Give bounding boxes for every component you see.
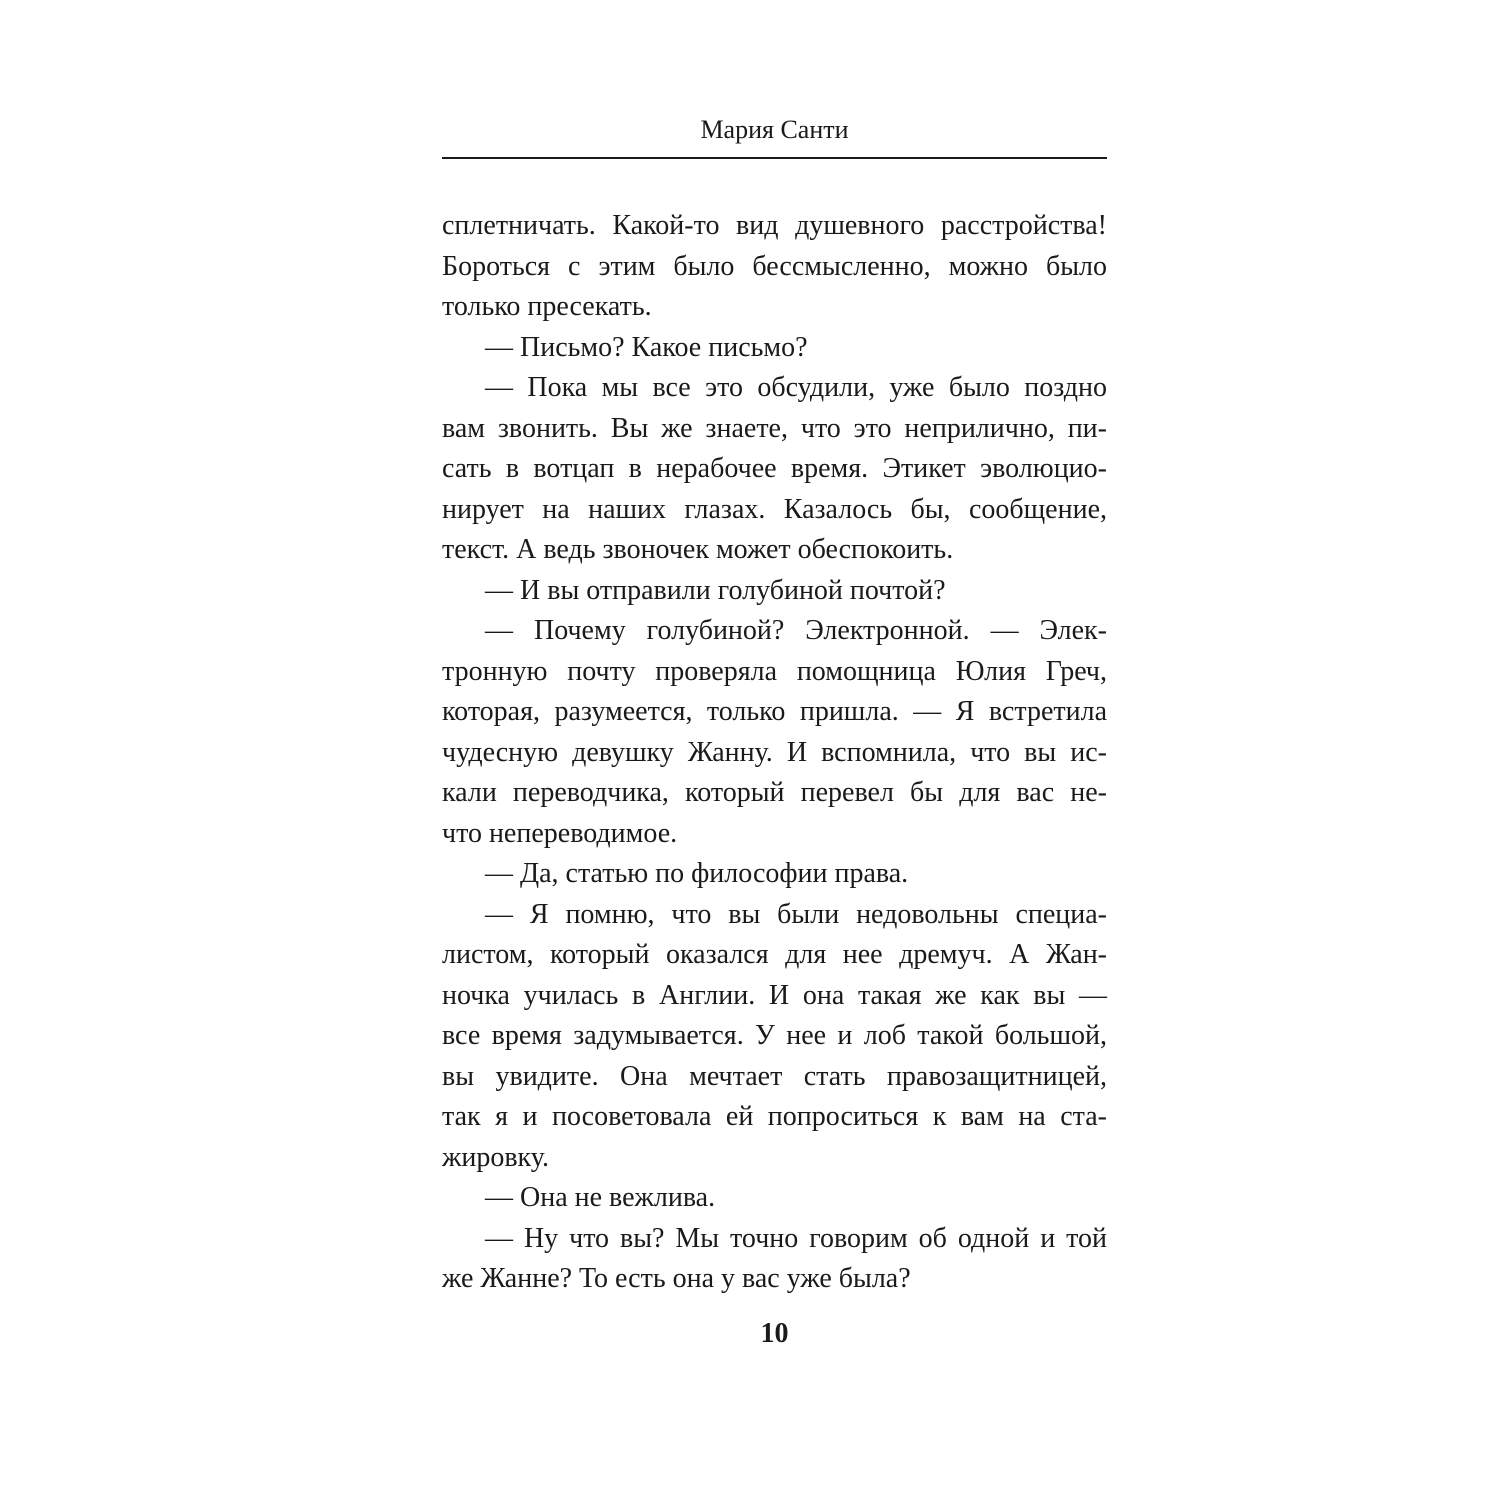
text-line: же Жанне? То есть она у вас уже была? [442, 1263, 911, 1294]
text-line: текст. А ведь звоночек может обеспокоить. [442, 534, 954, 565]
running-head-author: Мария Санти [700, 115, 849, 144]
text-line: ночка училась в Англии. И она такая же как вы — [442, 979, 1107, 1011]
text-line: что непереводимое. [442, 817, 678, 849]
text-line: нирует на наших глазах. Казалось бы, сообщение, [442, 493, 1107, 525]
text-line: — Пока мы все это обсудили, уже было поздно [485, 372, 1107, 403]
text-line: — Ну что вы? Мы точно говорим об одной и той [485, 1222, 1107, 1254]
text-line: тронную почту проверяла помощница Юлия Греч, [442, 655, 1107, 687]
text-line: — Письмо? Какое письмо? [485, 331, 808, 363]
text-line: чудесную девушку Жанну. И вспомнила, что вы ис- [442, 736, 1107, 768]
text-line: так я и посоветовала ей попроситься к вам на ста- [442, 1101, 1107, 1132]
text-line: Бороться с этим было бессмысленно, можно было [442, 250, 1107, 282]
text-line: — Почему голубиной? Электронной. — Элек- [485, 615, 1107, 646]
text-line: кали переводчика, который перевел бы для вас не- [442, 777, 1107, 808]
text-line: — И вы отправили голубиной почтой? [485, 574, 946, 606]
text-line: вы увидите. Она мечтает стать правозащитницей, [442, 1060, 1107, 1092]
text-line: — Она не вежлива. [485, 1182, 716, 1213]
text-line: сать в вотцап в нерабочее время. Этикет эволюцио- [442, 453, 1107, 484]
text-line: все время задумывается. У нее и лоб такой большой, [442, 1020, 1107, 1051]
page-number: 10 [760, 1318, 789, 1349]
text-line: — Я помню, что вы были недовольны специа- [485, 898, 1107, 930]
text-line: только пресекать. [442, 291, 652, 322]
text-line: которая, разумеется, только пришла. — Я встретила [442, 696, 1107, 727]
body-text [442, 206, 1107, 1300]
text-line: жировку. [442, 1141, 549, 1173]
text-line: вам звонить. Вы же знаете, что это неприлично, пи- [442, 412, 1107, 444]
header-rule [442, 157, 1107, 159]
text-line: листом, который оказался для нее дремуч. А Жан- [442, 939, 1107, 970]
book-page [442, 0, 1107, 1500]
text-line: сплетничать. Какой-то вид душевного расстройства! [442, 210, 1107, 241]
text-line: — Да, статью по философии права. [485, 858, 909, 889]
